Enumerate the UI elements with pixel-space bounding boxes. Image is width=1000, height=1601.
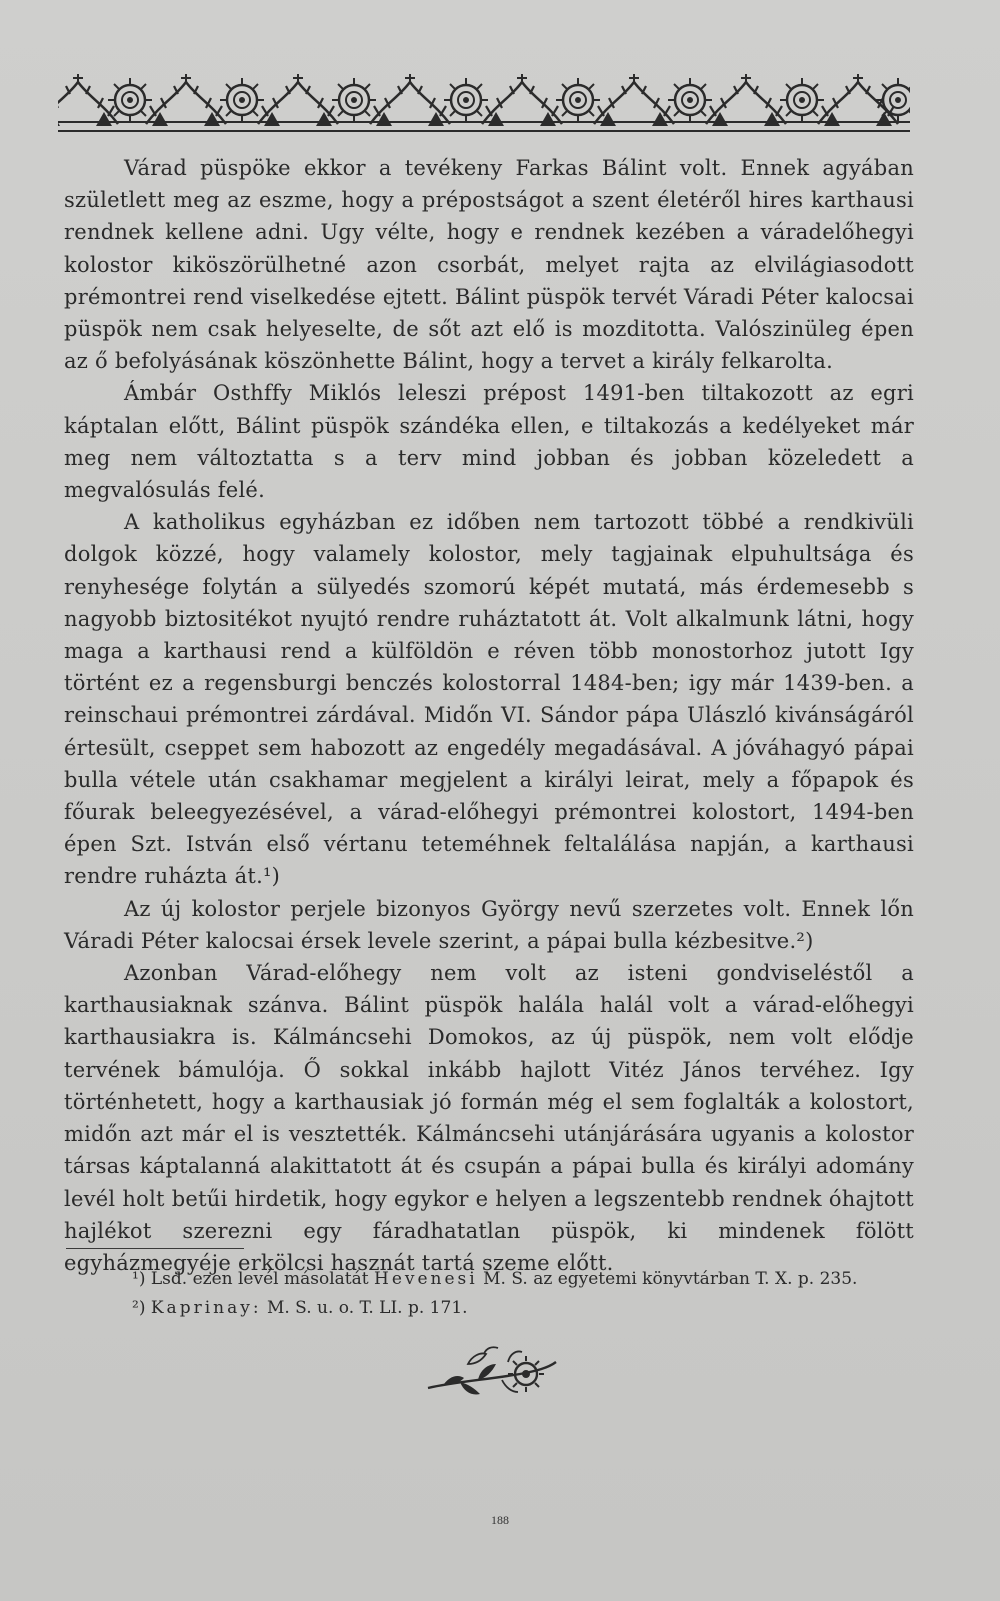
footnote-1-marker: ¹) — [132, 1269, 146, 1289]
main-text — [64, 152, 914, 1279]
footnotes — [132, 1265, 912, 1323]
floral-vignette-icon — [424, 1340, 560, 1410]
floral-header-ornament-icon — [58, 72, 910, 132]
footnote-1-post: M. S. az egyetemi könyvtárban T. X. p. 235. — [483, 1269, 858, 1289]
paragraph-3: A katholikus egyházban ez időben nem tartozott többé a rendkivüli dolgok közzé, hogy valamely kolostor, mely tagjainak elpuhultsága és renyhesége folytán a sülyedés szomorú képét mutatá, más érdemesebb s nagyobb biztositékot nyujtó rendre ruháztatott át. Volt alkalmunk látni, hogy maga a karthausi rend a külföldön e réven több monostorhoz jutott Igy történt ez a regensburgi benczés kolostorral 1484-ben; igy már 1439-ben. a reinschaui prémontrei zárdával. Midőn VI. Sándor pápa Ulászló kivánságáról értesült, cseppet sem habozott az engedély megadásával. A jóváhagyó pápai bulla vétele után csakhamar megjelent a királyi leirat, mely a főpapok és főurak beleegyezésével, a várad-előhegyi prémontrei kolostort, 1494-ben épen Szt. István első vértanu teteméhnek feltalálása napján, a karthausi rendre ruházta át.¹) — [64, 510, 914, 889]
footnote-2-author: Kaprinay: — [150, 1298, 262, 1318]
page-number: 188 — [491, 1513, 509, 1527]
footnote-divider — [66, 1248, 244, 1249]
footnote-2-post: M. S. u. o. T. LI. p. 171. — [266, 1298, 468, 1318]
footnote-2 — [132, 1294, 912, 1323]
paragraph-1: Várad püspöke ekkor a tevékeny Farkas Bálint volt. Ennek agyában születlett meg az eszme, hogy a prépostságot a szent életéről hires karthausi rendnek kellene adni. Ugy vélte, hogy e rendnek kezében a váradelőhegyi kolostor kiköszörülhetné azon csorbát, melyet rajta az elvilágiasodott prémontrei rend viselkedése ejtett. Bálint püspök tervét Váradi Péter kalocsai püspök nem csak helyeselte, de sőt azt elő is mozditotta. Valószinüleg épen az ő befolyásának köszönhette Bálint, hogy a tervet a király felkarolta. — [64, 156, 914, 374]
footnote-2-marker: ²) — [132, 1298, 146, 1318]
paragraph-2: Ámbár Osthffy Miklós leleszi prépost 1491-ben tiltakozott az egri káptalan előtt, Bálint püspök szándéka ellen, e tiltakozás a kedélyeket már meg nem változtatta s a terv mind jobban és jobban közeledett a megvalósulás felé. — [64, 381, 914, 503]
footnote-1 — [132, 1265, 912, 1294]
paragraph-4: Az új kolostor perjele bizonyos György nevű szerzetes volt. Ennek lőn Váradi Péter kalocsai érsek levele szerint, a pápai bulla kézbesitve.²) — [64, 896, 914, 953]
footnote-1-pre: Lsd. ezen levél másolatát — [150, 1269, 369, 1289]
paragraph-5: Azonban Várad-előhegy nem volt az isteni gondviseléstől a karthausiaknak szánva. Bálint püspök halála halál volt a várad-előhegyi karthausiakra is. Kálmáncsehi Domokos, az új püspök, nem volt elődje tervének bámulója. Ő sokkal inkább hajlott Vitéz János tervéhez. Igy történhetett, hogy a karthausiak jó formán még el sem foglalták a kolostort, midőn azt már el is vesztették. Kálmáncsehi utánjárására ugyanis a kolostor társas káptalanná alakittatott át és csupán a pápai bulla és királyi adomány levél holt betűi hirdetik, hogy egykor e helyen a legszentebb rendnek óhajtott hajlékot szerezni egy fáradhatatlan püspök, ki mindenek fölött egyházmegyéje erkölcsi hasznát tartá szeme előtt. — [64, 961, 914, 1275]
footnote-1-author: Hevenesi — [374, 1269, 478, 1289]
